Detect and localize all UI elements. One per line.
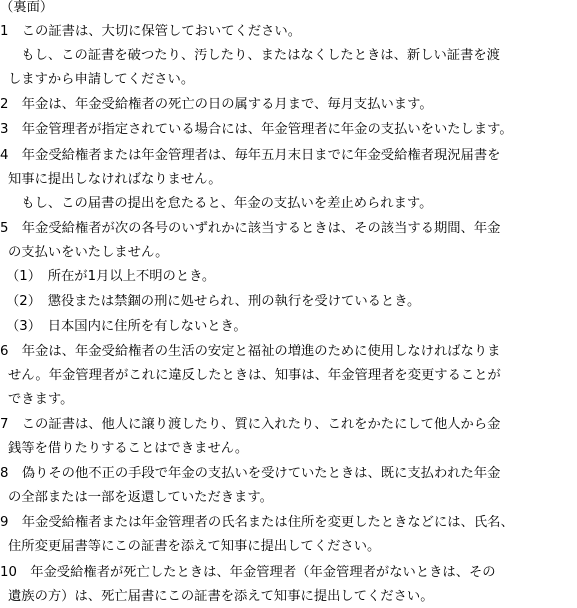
text-line: 6 年金は、年金受給権者の生活の安定と福祉の増進のために使用しなければなりま — [0, 344, 501, 359]
text-line: の全部または一部を返還していただきます。 — [8, 490, 273, 505]
text-line: 1 この証書は、大切に保管しておいてください。 — [0, 24, 301, 39]
text-line: 住所変更届書等にこの証書を添えて知事に提出してください。 — [8, 539, 381, 554]
text-line: 9 年金受給権者または年金管理者の氏名または住所を変更したときなどには、氏名、 — [0, 515, 514, 530]
text-line: 7 この証書は、他人に譲り渡したり、質に入れたり、これをかたにして他人から金 — [0, 417, 501, 432]
text-line: 5 年金受給権者が次の各号のいずれかに該当するときは、その該当する期間、年金 — [0, 221, 501, 236]
text-line: できます。 — [8, 392, 74, 407]
text-line: の支払いをいたしません。 — [8, 245, 169, 260]
page-heading: （裏面） — [0, 0, 54, 15]
text-line: 銭等を借りたりすることはできません。 — [8, 441, 249, 456]
text-line: しますから申請してください。 — [8, 72, 195, 87]
text-line: もし、この証書を破つたり、汚したり、またはなくしたときは、新しい証書を渡 — [8, 48, 500, 63]
text-line: せん。年金管理者がこれに違反したときは、知事は、年金管理者を変更することが — [8, 368, 501, 383]
list-item: （3） 日本国内に住所を有しないとき。 — [6, 319, 247, 334]
list-item: （2） 懲役または禁錮の刑に処せられ、刑の執行を受けているとき。 — [6, 294, 421, 309]
text-line: 8 偽りその他不正の手段で年金の支払いを受けていたときは、既に支払われた年金 — [0, 466, 501, 481]
text-line: 遺族の方）は、死亡届書にこの証書を添えて知事に提出してください。 — [8, 589, 434, 604]
text-line: もし、この届書の提出を怠たると、年金の支払いを差止められます。 — [8, 196, 433, 211]
text-line: 2 年金は、年金受給権者の死亡の日の属する月まで、毎月支払います。 — [0, 97, 433, 112]
text-line: 10 年金受給権者が死亡したときは、年金管理者（年金管理者がないときは、その — [0, 565, 496, 580]
text-line: 3 年金管理者が指定されている場合には、年金管理者に年金の支払いをいたします。 — [0, 122, 513, 137]
text-line: 4 年金受給権者または年金管理者は、毎年五月末日までに年金受給権者現況届書を — [0, 148, 501, 163]
text-line: 知事に提出しなければなりません。 — [8, 172, 222, 187]
list-item: （1） 所在が1月以上不明のとき。 — [6, 269, 216, 284]
